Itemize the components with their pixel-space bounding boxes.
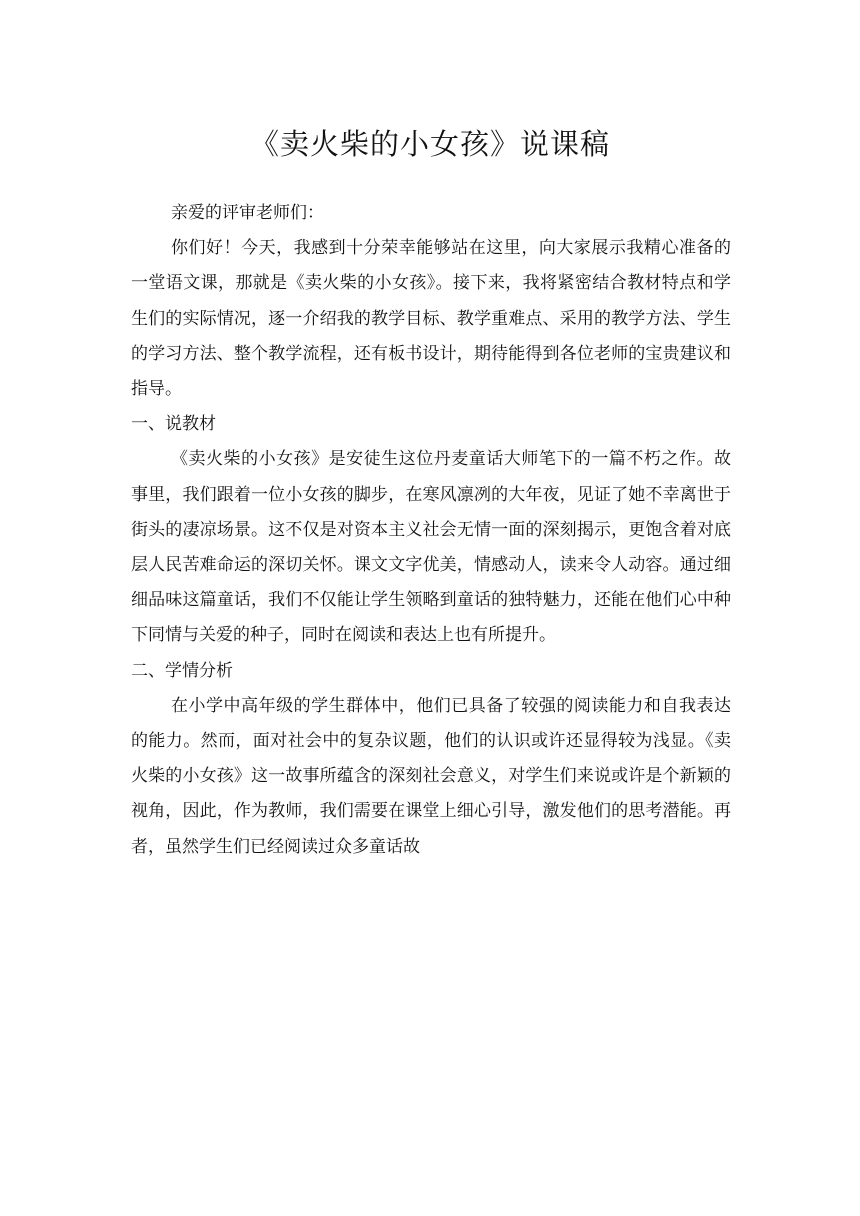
student-analysis-paragraph: 在小学中高年级的学生群体中，他们已具备了较强的阅读能力和自我表达的能力。然而，面对社会中的复杂议题，他们的认识或许还显得较为浅显。《卖火柴的小女孩》这一故事所蕴含的深刻社会意义，对学生们来说或许是个新颖的视角，因此，作为教师，我们需要在课堂上细心引导，激发他们的思考潜能。再者，虽然学生们已经阅读过众多童话故 (131, 695, 731, 857)
section-heading-textbook: 一、说教材 (131, 414, 216, 435)
section-heading-student-analysis: 二、学情分析 (131, 660, 233, 681)
document-title: 《卖火柴的小女孩》说课稿 (249, 127, 610, 161)
intro-paragraph: 你们好！今天，我感到十分荣幸能够站在这里，向大家展示我精心准备的一堂语文课，那就是《卖火柴的小女孩》。接下来，我将紧密结合教材特点和学生们的实际情况，逐一介绍我的教学目标、教学重难点、采用的教学方法、学生的学习方法、整个教学流程，还有板书设计，期待能得到各位老师的宝贵建议和指导。 (131, 238, 731, 400)
textbook-paragraph: 《卖火柴的小女孩》是安徒生这位丹麦童话大师笔下的一篇不朽之作。故事里，我们跟着一位小女孩的脚步，在寒风凛冽的大年夜，见证了她不幸离世于街头的凄凉场景。这不仅是对资本主义社会无情一面的深刻揭示，更饱含着对底层人民苦难命运的深切关怀。课文文字优美，情感动人，读来令人动容。通过细细品味这篇童话，我们不仅能让学生领略到童话的独特魅力，还能在他们心中种下同情与关爱的种子，同时在阅读和表达上也有所提升。 (131, 449, 731, 646)
document-body (131, 196, 731, 865)
greeting-paragraph: 亲爱的评审老师们： (171, 203, 324, 223)
